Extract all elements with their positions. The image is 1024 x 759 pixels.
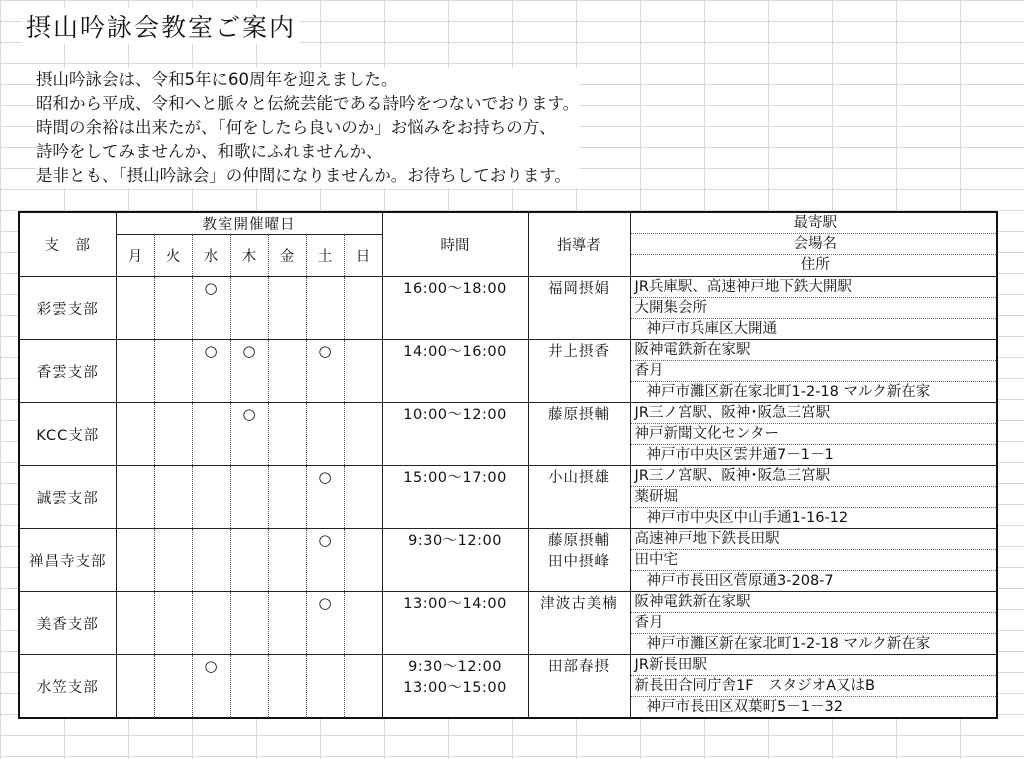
table-row xyxy=(19,340,997,403)
day-empty xyxy=(306,277,344,340)
table-row xyxy=(19,592,997,655)
day-empty xyxy=(116,529,154,592)
header-days-group: 教室開催曜日 xyxy=(116,212,382,235)
schedule-table xyxy=(18,211,998,719)
branch-name: 禅昌寺支部 xyxy=(19,529,116,592)
branch-name: KCC支部 xyxy=(19,403,116,466)
table-row xyxy=(19,403,997,466)
day-mark: ○ xyxy=(192,277,230,340)
day-empty xyxy=(154,340,192,403)
venue: 新長田合同庁舎1F スタジオA又はB xyxy=(631,676,997,697)
day-mark: ○ xyxy=(230,340,268,403)
instructor-name: 田部春摂 xyxy=(548,659,611,675)
day-empty xyxy=(344,403,382,466)
header-instructor: 指導者 xyxy=(528,212,630,277)
day-empty xyxy=(344,340,382,403)
day-empty xyxy=(306,655,344,719)
location-cell xyxy=(630,466,997,529)
instructor-cell xyxy=(528,655,630,719)
venue: 香月 xyxy=(631,361,997,382)
instructor-name: 田中摂峰 xyxy=(548,554,611,570)
instructor-cell xyxy=(528,466,630,529)
time-value: 9:30～12:00 xyxy=(408,659,502,675)
header-day: 日 xyxy=(344,235,382,277)
branch-name: 彩雲支部 xyxy=(19,277,116,340)
header-station: 最寄駅 xyxy=(631,213,997,234)
station: JR三ノ宮駅、阪神･阪急三宮駅 xyxy=(631,466,997,487)
header-branch: 支 部 xyxy=(19,212,116,277)
time-cell xyxy=(382,529,528,592)
venue: 大開集会所 xyxy=(631,298,997,319)
instructor-cell xyxy=(528,529,630,592)
day-empty xyxy=(344,466,382,529)
day-empty xyxy=(116,466,154,529)
header-time: 時間 xyxy=(382,212,528,277)
table-row xyxy=(19,466,997,529)
time-value: 16:00～18:00 xyxy=(403,281,507,297)
day-empty xyxy=(306,403,344,466)
day-empty xyxy=(268,529,306,592)
instructor-name: 井上摂香 xyxy=(548,344,611,360)
time-cell xyxy=(382,592,528,655)
time-cell xyxy=(382,655,528,719)
branch-name: 美香支部 xyxy=(19,592,116,655)
intro-line: 時間の余裕は出来たが、「何をしたら良いのか」お悩みをお持ちの方、 xyxy=(36,116,579,140)
day-mark: ○ xyxy=(306,592,344,655)
time-cell xyxy=(382,466,528,529)
day-empty xyxy=(116,277,154,340)
day-empty xyxy=(116,340,154,403)
day-empty xyxy=(344,592,382,655)
address: 神戸市長田区菅原通3-208-7 xyxy=(646,573,834,589)
time-value: 10:00～12:00 xyxy=(403,407,507,423)
time-cell xyxy=(382,403,528,466)
day-empty xyxy=(268,403,306,466)
address: 神戸市灘区新在家北町1-2-18 マルク新在家 xyxy=(646,384,931,400)
day-mark: ○ xyxy=(192,340,230,403)
day-empty xyxy=(268,340,306,403)
time-value: 9:30～12:00 xyxy=(408,533,502,549)
day-mark: ○ xyxy=(192,655,230,719)
day-empty xyxy=(154,592,192,655)
header-venue: 会場名 xyxy=(631,234,997,255)
header-day: 月 xyxy=(116,235,154,277)
header-day: 水 xyxy=(192,235,230,277)
instructor-cell xyxy=(528,592,630,655)
address: 神戸市中央区雲井通7－1－1 xyxy=(646,447,834,463)
time-cell xyxy=(382,277,528,340)
station: JR三ノ宮駅、阪神･阪急三宮駅 xyxy=(631,403,997,424)
table-row xyxy=(19,529,997,592)
location-cell xyxy=(630,529,997,592)
page-title: 摂山吟詠会教室ご案内 xyxy=(22,8,300,44)
day-empty xyxy=(230,529,268,592)
table-row xyxy=(19,277,997,340)
time-value: 15:00～17:00 xyxy=(403,470,507,486)
intro-line: 昭和から平成、令和へと脈々と伝統芸能である詩吟をつないでおります。 xyxy=(36,92,579,116)
day-empty xyxy=(116,403,154,466)
intro-line: 詩吟をしてみませんか、和歌にふれませんか、 xyxy=(36,140,579,164)
venue: 神戸新聞文化センター xyxy=(631,424,997,445)
day-empty xyxy=(192,403,230,466)
day-empty xyxy=(268,466,306,529)
day-empty xyxy=(268,655,306,719)
day-empty xyxy=(230,592,268,655)
address: 神戸市兵庫区大開通 xyxy=(646,321,778,337)
header-day: 土 xyxy=(306,235,344,277)
station: 高速神戸地下鉄長田駅 xyxy=(631,529,997,550)
day-mark: ○ xyxy=(306,466,344,529)
day-empty xyxy=(344,529,382,592)
instructor-name: 福岡摂娟 xyxy=(548,281,611,297)
header-day: 火 xyxy=(154,235,192,277)
branch-name: 香雲支部 xyxy=(19,340,116,403)
location-cell xyxy=(630,655,997,719)
day-mark: ○ xyxy=(230,403,268,466)
venue: 田中宅 xyxy=(631,550,997,571)
header-address: 住所 xyxy=(800,257,830,273)
venue: 香月 xyxy=(631,613,997,634)
branch-name: 水笠支部 xyxy=(19,655,116,719)
time-value: 13:00～15:00 xyxy=(403,680,507,696)
instructor-cell xyxy=(528,277,630,340)
day-empty xyxy=(230,277,268,340)
station: JR新長田駅 xyxy=(631,655,997,676)
station: 阪神電鉄新在家駅 xyxy=(631,592,997,613)
instructor-name: 藤原摂輔 xyxy=(548,407,611,423)
venue: 薬研堀 xyxy=(631,487,997,508)
time-cell xyxy=(382,340,528,403)
day-empty xyxy=(116,592,154,655)
intro-text xyxy=(36,68,579,188)
instructor-cell xyxy=(528,403,630,466)
day-empty xyxy=(230,655,268,719)
address: 神戸市中央区中山手通1-16-12 xyxy=(646,510,849,526)
day-empty xyxy=(344,277,382,340)
instructor-cell xyxy=(528,340,630,403)
location-cell xyxy=(630,403,997,466)
intro-line: 摂山吟詠会は、令和5年に60周年を迎えました。 xyxy=(36,68,579,92)
location-cell xyxy=(630,277,997,340)
station: 阪神電鉄新在家駅 xyxy=(631,340,997,361)
station: JR兵庫駅、高速神戸地下鉄大開駅 xyxy=(631,277,997,298)
day-empty xyxy=(268,592,306,655)
instructor-name: 小山摂雄 xyxy=(548,470,611,486)
table-row xyxy=(19,655,997,719)
time-value: 14:00～16:00 xyxy=(403,344,507,360)
location-cell xyxy=(630,592,997,655)
instructor-name: 藤原摂輔 xyxy=(548,533,611,549)
day-empty xyxy=(230,466,268,529)
time-value: 13:00～14:00 xyxy=(403,596,507,612)
day-empty xyxy=(116,655,154,719)
branch-name: 誠雲支部 xyxy=(19,466,116,529)
intro-line: 是非とも、「摂山吟詠会」の仲間になりませんか。お待ちしております。 xyxy=(36,164,579,188)
day-mark: ○ xyxy=(306,529,344,592)
day-empty xyxy=(154,403,192,466)
header-day: 金 xyxy=(268,235,306,277)
day-mark: ○ xyxy=(306,340,344,403)
day-empty xyxy=(154,529,192,592)
day-empty xyxy=(154,655,192,719)
day-empty xyxy=(192,529,230,592)
day-empty xyxy=(344,655,382,719)
day-empty xyxy=(154,277,192,340)
header-day: 木 xyxy=(230,235,268,277)
address: 神戸市長田区双葉町5－1－32 xyxy=(646,699,843,715)
location-cell xyxy=(630,340,997,403)
day-empty xyxy=(268,277,306,340)
day-empty xyxy=(192,592,230,655)
day-empty xyxy=(154,466,192,529)
address: 神戸市灘区新在家北町1-2-18 マルク新在家 xyxy=(646,636,931,652)
header-location xyxy=(630,212,997,277)
schedule-body xyxy=(19,277,997,719)
day-empty xyxy=(192,466,230,529)
instructor-name: 津波古美楠 xyxy=(540,596,618,612)
